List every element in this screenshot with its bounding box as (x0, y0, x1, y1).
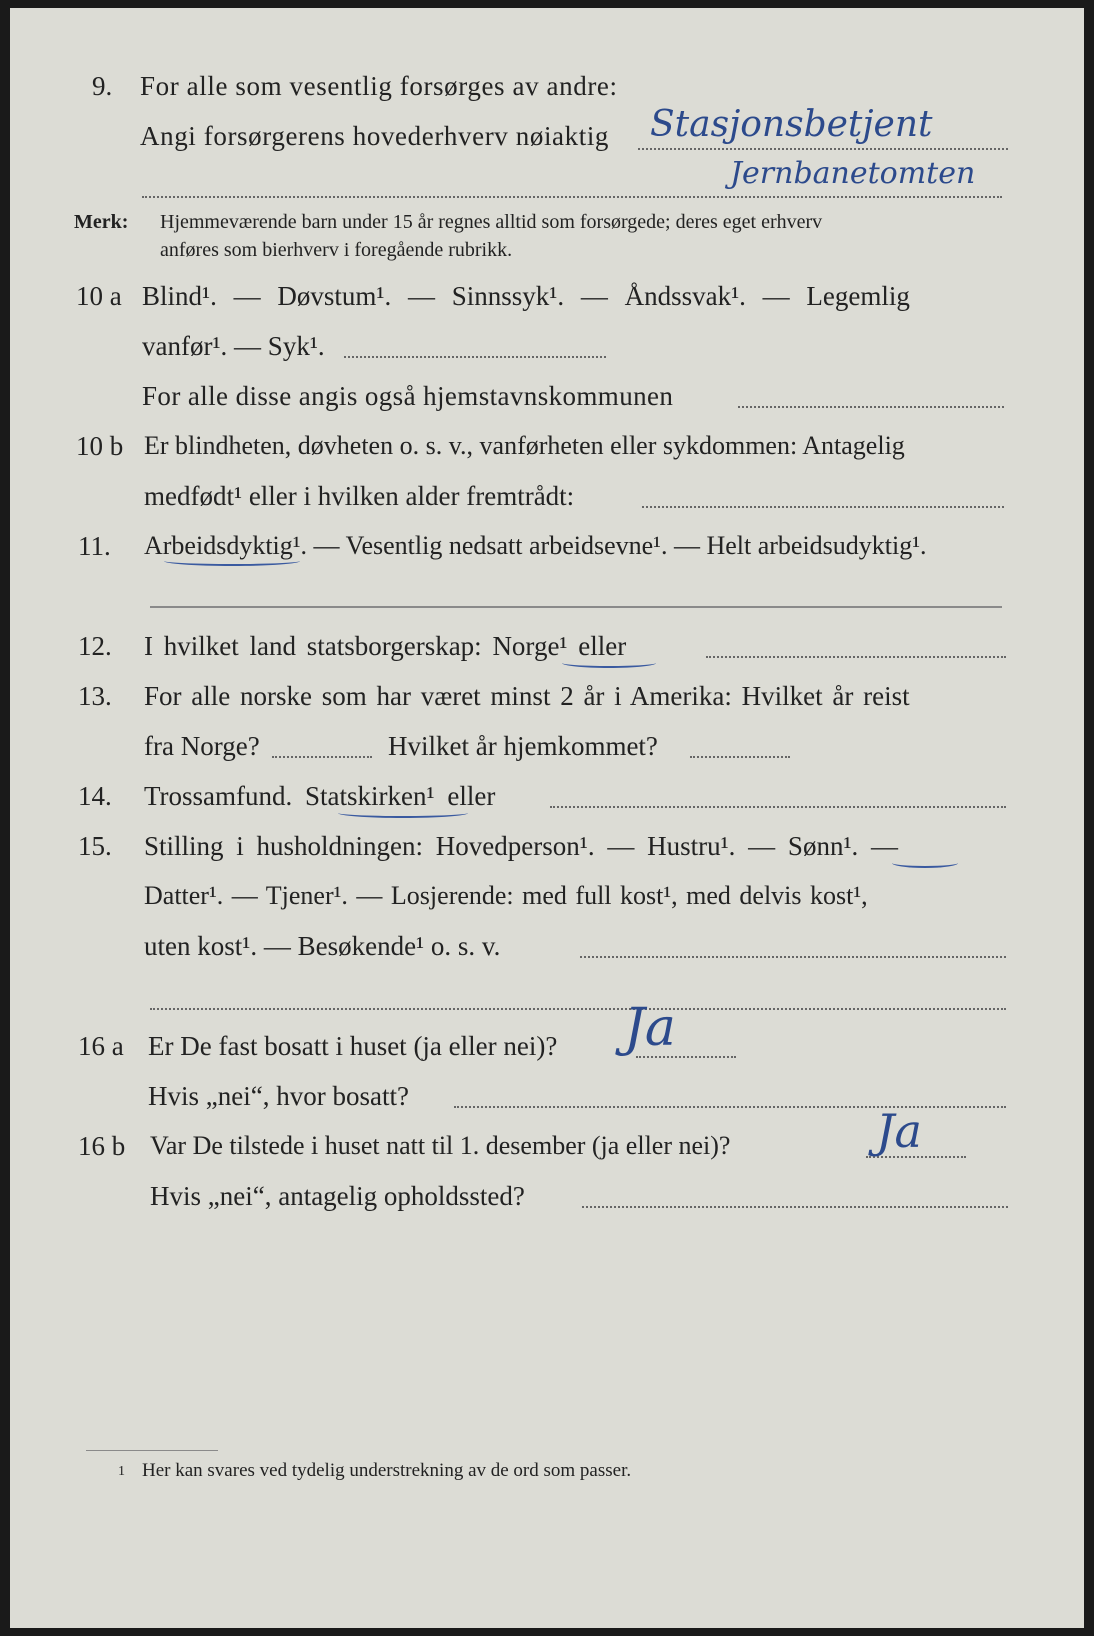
q10b-number: 10 b (76, 431, 124, 461)
q14-number: 14. (78, 781, 112, 811)
merk-line2: anføres som bierhverv i foregående rubrikk. (160, 239, 513, 261)
q9-answer-line (638, 148, 1008, 150)
q16b-line2: Hvis „nei“, antagelig opholdssted? (150, 1181, 525, 1211)
q10a-line1: Blind¹. — Døvstum¹. — Sinnssyk¹. — Åndssvak¹. — Legemlig (142, 281, 910, 311)
q15-number: 15. (78, 831, 112, 861)
merk-label: Merk: (74, 211, 129, 233)
q15-line3: uten kost¹. — Besøkende¹ o. s. v. (144, 931, 501, 961)
census-form-page (10, 8, 1084, 1628)
q9-line2: Angi forsørgerens hovederhverv nøiaktig (140, 121, 610, 151)
q9-handwritten-answer1: Stasjonsbetjent (650, 104, 933, 145)
q9-handwritten-answer2: Jernbanetomten (730, 156, 976, 191)
q15-handwritten-underline (892, 858, 958, 868)
q12-answer-line (706, 656, 1006, 658)
footnote-text: Her kan svares ved tydelig understrekning av de ord som passer. (142, 1460, 632, 1481)
q16a-where-line (454, 1106, 1006, 1108)
q10a-number: 10 a (76, 281, 122, 311)
q11-line1: Arbeidsdyktig¹. — Vesentlig nedsatt arbeidsevne¹. — Helt arbeidsudyktig¹. (144, 531, 927, 560)
q14-answer-line (550, 806, 1006, 808)
q13-year-return-line (690, 756, 790, 758)
q10b-line2: medfødt¹ eller i hvilken alder fremtrådt: (144, 481, 575, 511)
q9-answer-line2 (142, 196, 1002, 198)
q10a-home-line (738, 406, 1004, 408)
q15-line1: Stilling i husholdningen: Hovedperson¹. — Hustru¹. — Sønn¹. — (144, 831, 899, 861)
q16a-number: 16 a (78, 1031, 124, 1061)
q16b-where-line (582, 1206, 1008, 1208)
q16a-line2: Hvis „nei“, hvor bosatt? (148, 1081, 409, 1111)
q10a-line2: vanfør¹. — Syk¹. (142, 331, 325, 361)
q9-line1: For alle som vesentlig forsørges av andre: (140, 71, 618, 101)
q16b-handwritten-answer: Ja (876, 1104, 922, 1158)
q15-answer-line (580, 956, 1006, 958)
q10a-syk-line (344, 356, 606, 358)
q15-line2: Datter¹. — Tjener¹. — Losjerende: med full kost¹, med delvis kost¹, (144, 881, 868, 910)
q10a-line3: For alle disse angis også hjemstavnskommunen (142, 381, 674, 411)
footnote-mark: 1 (118, 1464, 125, 1479)
q9-number: 9. (92, 71, 113, 101)
q13-line2a: fra Norge? (144, 731, 260, 761)
q16a-handwritten-answer: Ja (624, 998, 676, 1058)
q11-number: 11. (78, 531, 111, 561)
q13-line1: For alle norske som har været minst 2 år i Amerika: Hvilket år reist (144, 681, 910, 711)
q12-number: 12. (78, 631, 112, 661)
q15-answer-line2 (150, 1008, 1006, 1010)
q10b-line1: Er blindheten, døvheten o. s. v., vanførheten eller sykdommen: Antagelig (144, 431, 905, 460)
footnote-rule (86, 1450, 218, 1451)
q16b-number: 16 b (78, 1131, 126, 1161)
q16b-line1: Var De tilstede i huset natt til 1. desember (ja eller nei)? (150, 1131, 731, 1160)
q13-year-left-line (272, 756, 372, 758)
merk-line1: Hjemmeværende barn under 15 år regnes alltid som forsørgede; deres eget erhverv (160, 211, 823, 233)
q13-number: 13. (78, 681, 112, 711)
q16a-line1: Er De fast bosatt i huset (ja eller nei)? (148, 1031, 558, 1061)
q13-line2b: Hvilket år hjemkommet? (388, 731, 658, 761)
q12-line1: I hvilket land statsborgerskap: Norge¹ eller (144, 631, 627, 661)
q10b-answer-line (642, 506, 1004, 508)
q11-handwritten-underline (164, 556, 300, 566)
q14-line1: Trossamfund. Statskirken¹ eller (144, 781, 496, 811)
q11-answer-rule (150, 606, 1002, 608)
q12-handwritten-underline (562, 658, 656, 668)
q14-handwritten-underline (338, 808, 468, 818)
